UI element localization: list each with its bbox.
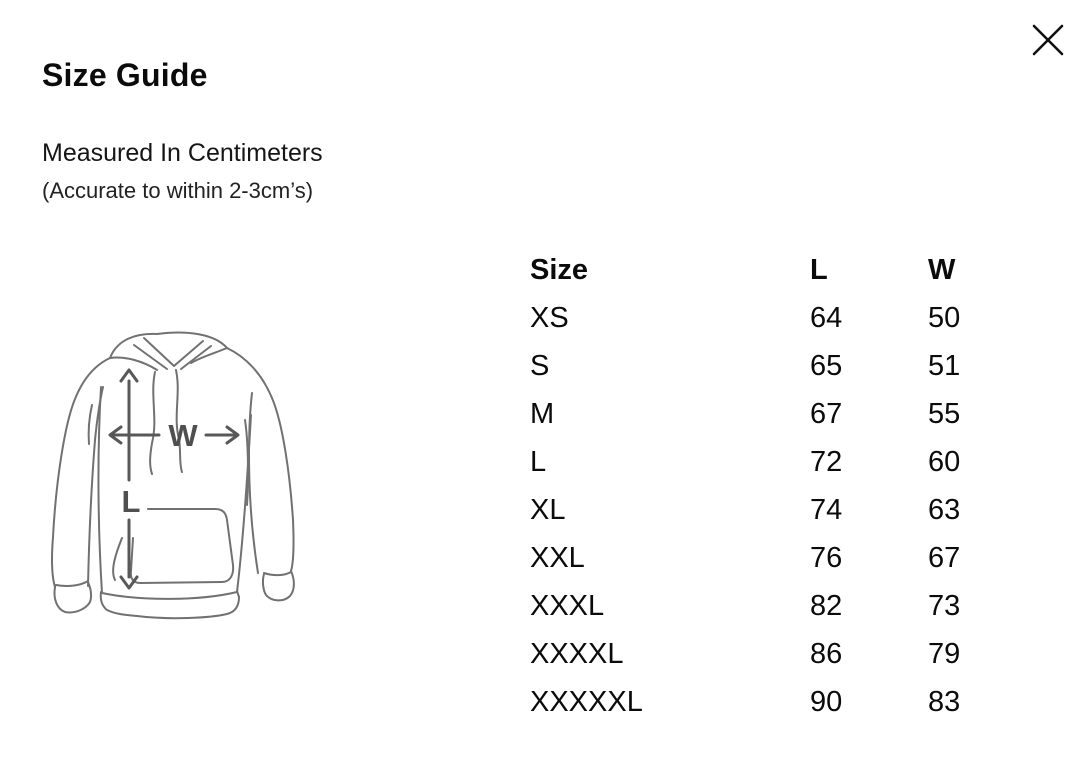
length-cell: 82 <box>810 589 843 622</box>
size-cell: M <box>530 397 555 430</box>
measurement-arrows-icon <box>110 370 238 588</box>
size-cell: XXXXL <box>530 637 624 670</box>
hoodie-measurement-diagram <box>45 325 305 625</box>
length-cell: 67 <box>810 397 843 430</box>
measurement-unit-subtitle: Measured In Centimeters <box>42 139 323 167</box>
length-cell: 90 <box>810 685 843 718</box>
size-table <box>530 246 1028 726</box>
length-cell: 65 <box>810 349 843 382</box>
close-icon <box>1030 22 1066 58</box>
length-cell: 76 <box>810 541 843 574</box>
length-cell: 72 <box>810 445 843 478</box>
accuracy-note: (Accurate to within 2-3cm’s) <box>42 178 314 203</box>
length-cell: 74 <box>810 493 843 526</box>
size-cell: L <box>530 445 547 478</box>
hoodie-outline-icon <box>52 333 294 619</box>
length-cell: 86 <box>810 637 843 670</box>
width-cell: 63 <box>928 493 961 526</box>
page-title: Size Guide <box>42 57 208 93</box>
column-header-size: Size <box>530 253 589 286</box>
width-arrow-label: W <box>168 418 198 453</box>
size-cell: XXL <box>530 541 585 574</box>
size-cell: XL <box>530 493 566 526</box>
size-cell: XXXXXL <box>530 685 643 718</box>
length-cell: 64 <box>810 301 843 334</box>
width-cell: 51 <box>928 349 961 382</box>
size-cell: XS <box>530 301 569 334</box>
width-cell: 79 <box>928 637 961 670</box>
width-cell: 73 <box>928 589 961 622</box>
length-arrow-label: L <box>121 484 141 519</box>
width-cell: 67 <box>928 541 961 574</box>
close-button[interactable] <box>1025 17 1071 63</box>
width-cell: 60 <box>928 445 961 478</box>
column-header-width: W <box>928 253 956 286</box>
width-cell: 83 <box>928 685 961 718</box>
width-cell: 55 <box>928 397 961 430</box>
size-cell: XXXL <box>530 589 605 622</box>
width-cell: 50 <box>928 301 961 334</box>
column-header-length: L <box>810 253 828 286</box>
size-cell: S <box>530 349 550 382</box>
